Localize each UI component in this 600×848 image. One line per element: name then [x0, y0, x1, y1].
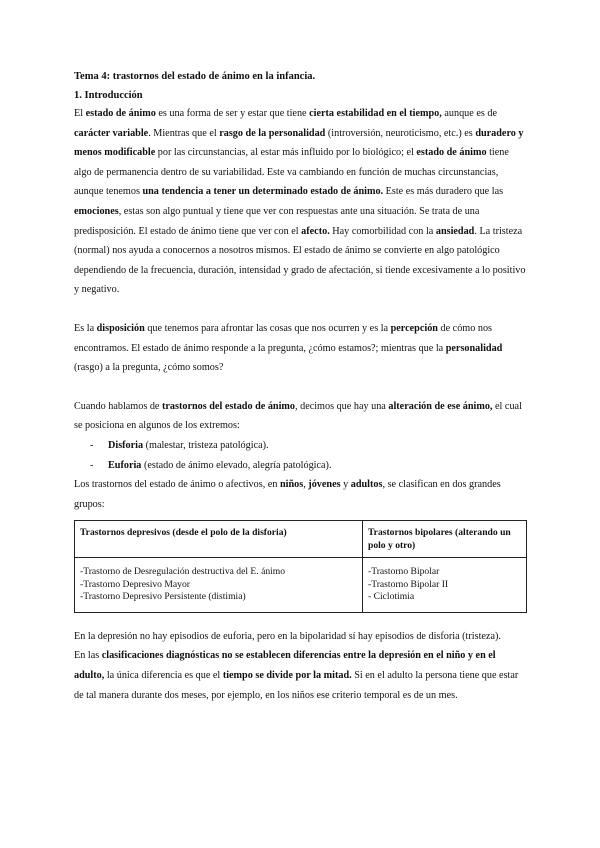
section-heading: 1. Introducción: [74, 90, 143, 101]
table-header-row: [75, 521, 527, 558]
paragraph-depression-note: En la depresión no hay episodios de euforia, pero en la bipolaridad sí hay episodios de disforia (tristeza).: [74, 630, 501, 642]
cell-depressive: [75, 558, 363, 613]
bold-term: rasgo de la personalidad: [219, 127, 326, 139]
table-row: [75, 558, 527, 613]
bold-term: carácter variable: [74, 127, 149, 139]
paragraph-diagnostic: En las clasificaciones diagnósticas no se establecen diferencias entre la depresión en el niño y en el adulto, la única diferencia es que el tiempo se divide por la mitad. Si en el adulto la persona tiene que estar de tal manera durante dos meses, por ejemplo, en los niños ese criterio temporal es de un mes.: [74, 650, 519, 701]
list-item: -Trastorno Bipolar II: [368, 578, 449, 590]
list-item: - Ciclotimia: [368, 591, 415, 603]
list-item-text: Euforia (estado de ánimo elevado, alegría patológica).: [108, 459, 332, 471]
bold-term: percepción: [390, 322, 438, 334]
bold-term: una tendencia a tener un determinado estado de ánimo.: [142, 186, 384, 198]
paragraph-classification: Los trastornos del estado de ánimo o afectivos, en niños, jóvenes y adultos, se clasifican en dos grandes grupos:: [74, 479, 501, 510]
bullet-dash: -: [90, 459, 94, 471]
header-depressive: Trastornos depresivos (desde el polo de la disforia): [75, 521, 363, 558]
list-item: [74, 436, 526, 456]
bold-term: disposición: [96, 322, 145, 334]
extremes-list: [74, 436, 526, 475]
list-item-text: Disforia (malestar, tristeza patológica).: [108, 439, 269, 451]
bold-term: cierta estabilidad en el tiempo,: [309, 108, 442, 119]
document-title: Tema 4: trastornos del estado de ánimo en la infancia.: [74, 71, 316, 82]
bold-term: trastornos del estado de ánimo: [162, 400, 295, 412]
bold-term: estado de ánimo: [416, 147, 487, 159]
list-item: -Trastorno Bipolar: [368, 566, 440, 578]
spacer: [74, 378, 526, 397]
list-item: -Trastorno Depresivo Mayor: [80, 578, 190, 590]
bullet-dash: -: [90, 439, 94, 451]
document-page: [74, 68, 526, 705]
bold-term: emociones: [74, 205, 119, 217]
bold-term: adultos: [350, 479, 383, 491]
spacer: [74, 300, 526, 319]
bold-term: tiempo se divide por la mitad.: [222, 669, 352, 681]
spacer: [74, 613, 526, 627]
bold-term: niños: [279, 479, 304, 491]
bold-term: alteración de ese ánimo,: [388, 400, 493, 412]
bold-term: ansiedad: [435, 225, 475, 237]
bold-term: clasificaciones diagnósticas no se establecen diferencias entre la depresión en el niño y en el adulto,: [74, 650, 496, 681]
bold-term: personalidad: [445, 342, 503, 354]
paragraph-disposition: Es la disposición que tenemos para afrontar las cosas que nos ocurren y es la percepción de cómo nos encontramos. El estado de ánimo responde a la pregunta, ¿cómo estamos?; mientras que la personalidad (rasgo) a la pregunta, ¿cómo somos?: [74, 322, 503, 374]
bold-term: afecto.: [301, 225, 330, 237]
bold-term: Euforia: [108, 459, 142, 471]
list-item: -Trastorno Depresivo Persistente (distimia): [80, 591, 246, 603]
list-item: [74, 456, 526, 476]
cell-bipolar: [363, 558, 527, 613]
paragraph-disorders: Cuando hablamos de trastornos del estado de ánimo, decimos que hay una alteración de ese ánimo, el cual se posiciona en algunos de los extremos:: [74, 400, 522, 432]
bold-term: estado de ánimo: [85, 108, 156, 119]
list-item: -Trastorno de Desregulación destructiva del E. ánimo: [80, 566, 286, 578]
paragraph-intro: El estado de ánimo es una forma de ser y estar que tiene cierta estabilidad en el tiempo, aunque es de carácter variable. Mientras que el rasgo de la personalidad (introversión, neuroticismo, etc.) es duradero y menos modificable por las circunstancias, al estar más influido por lo biológico; el estado de ánimo tiene algo de permanencia dentro de su variabilidad. Este va cambiando en función de muchas circunstancias, aunque tenemos una tendencia a tener un determinado estado de ánimo. Este es más duradero que las emociones, estas son algo puntual y tiene que ver con respuestas ante una situación. Se trata de una predisposición. El estado de ánimo tiene que ver con el afecto. Hay comorbilidad con la ansiedad. La tristeza (normal) nos ayuda a conocernos a nosotros mismos. El estado de ánimo se convierte en algo patológico dependiendo de la frecuencia, duración, intensidad y grado de afectación, si tiende excesivamente a lo positivo y negativo.: [74, 108, 526, 296]
bold-term: duradero y menos modificable: [74, 127, 524, 159]
classification-table: [74, 520, 527, 613]
bold-term: jóvenes: [308, 479, 341, 491]
bold-term: Disforia: [108, 439, 144, 451]
header-bipolar: Trastornos bipolares (alterando un polo y otro): [363, 521, 527, 558]
